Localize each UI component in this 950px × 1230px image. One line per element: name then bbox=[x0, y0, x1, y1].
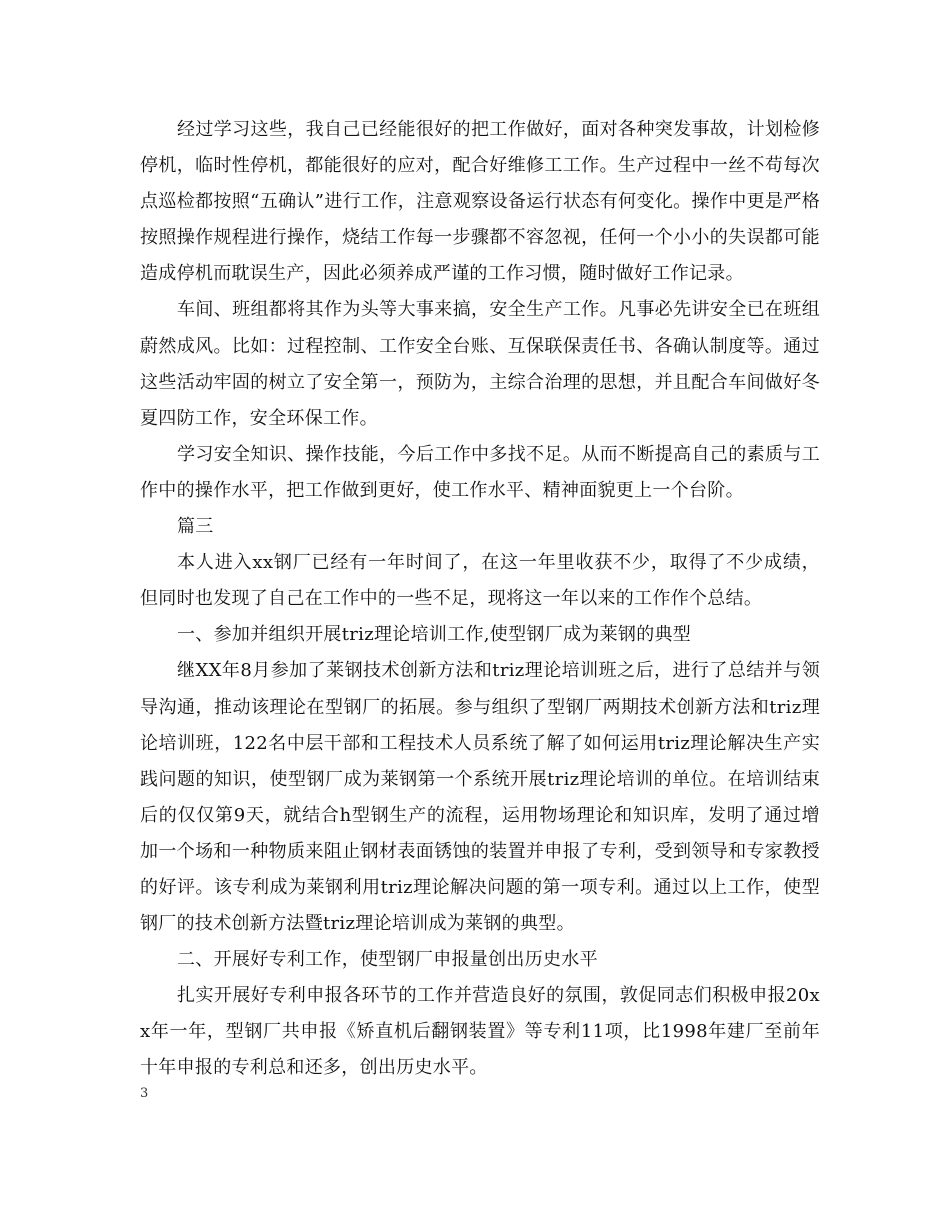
paragraph-2: 车间、班组都将其作为头等大事来搞，安全生产工作。凡事必先讲安全已在班组蔚然成风。比如：过程控制、工作安全台账、互保联保责任书、各确认制度等。通过这些活动牢固的树立了安全第一，预防为，主综合治理的思想，并且配合车间做好冬夏四防工作，安全环保工作。 bbox=[140, 299, 820, 429]
section-heading-part-three: 篇三 bbox=[177, 516, 214, 538]
page-number: 3 bbox=[140, 1086, 149, 1101]
body-text bbox=[140, 112, 820, 1087]
heading-triz-training: 一、参加并组织开展triz理论培训工作,使型钢厂成为莱钢的典型 bbox=[177, 624, 692, 646]
paragraph-3: 学习安全知识、操作技能，今后工作中多找不足。从而不断提高自己的素质与工作中的操作水平，把工作做到更好，使工作水平、精神面貌更上一个台阶。 bbox=[140, 443, 820, 501]
heading-patent-work: 二、开展好专利工作，使型钢厂申报量创出历史水平 bbox=[177, 949, 598, 971]
paragraph-7: 继XX年8月参加了莱钢技术创新方法和triz理论培训班之后，进行了总结并与领导沟通，推动该理论在型钢厂的拓展。参与组织了型钢厂两期技术创新方法和triz理论培训班，122名中层干部和工程技术人员系统了解了如何运用triz理论解决生产实践问题的知识，使型钢厂成为莱钢第一个系统开展triz理论培训的单位。在培训结束后的仅仅第9天，就结合h型钢生产的流程，运用物场理论和知识库，发明了通过增加一个场和一种物质来阻止钢材表面锈蚀的装置并申报了专利，受到领导和专家教授的好评。该专利成为莱钢利用triz理论解决问题的第一项专利。通过以上工作，使型钢厂的技术创新方法暨triz理论培训成为莱钢的典型。 bbox=[140, 660, 820, 935]
paragraph-5: 本人进入xx钢厂已经有一年时间了，在这一年里收获不少，取得了不少成绩，但同时也发现了自己在工作中的一些不足，现将这一年以来的工作作个总结。 bbox=[140, 552, 820, 610]
paragraph-1: 经过学习这些，我自己已经能很好的把工作做好，面对各种突发事故，计划检修停机，临时性停机，都能很好的应对，配合好维修工工作。生产过程中一丝不苟每次点巡检都按照“五确认”进行工作，注意观察设备运行状态有何变化。操作中更是严格按照操作规程进行操作，烧结工作每一步骤都不容忽视，任何一个小小的失误都可能造成停机而耽误生产，因此必须养成严谨的工作习惯，随时做好工作记录。 bbox=[140, 119, 820, 285]
paragraph-9: 扎实开展好专利申报各环节的工作并营造良好的氛围，敦促同志们积极申报20xx年一年，型钢厂共申报《矫直机后翻钢装置》等专利11项，比1998年建厂至前年十年申报的专利总和还多，创出历史水平。 bbox=[140, 985, 820, 1079]
